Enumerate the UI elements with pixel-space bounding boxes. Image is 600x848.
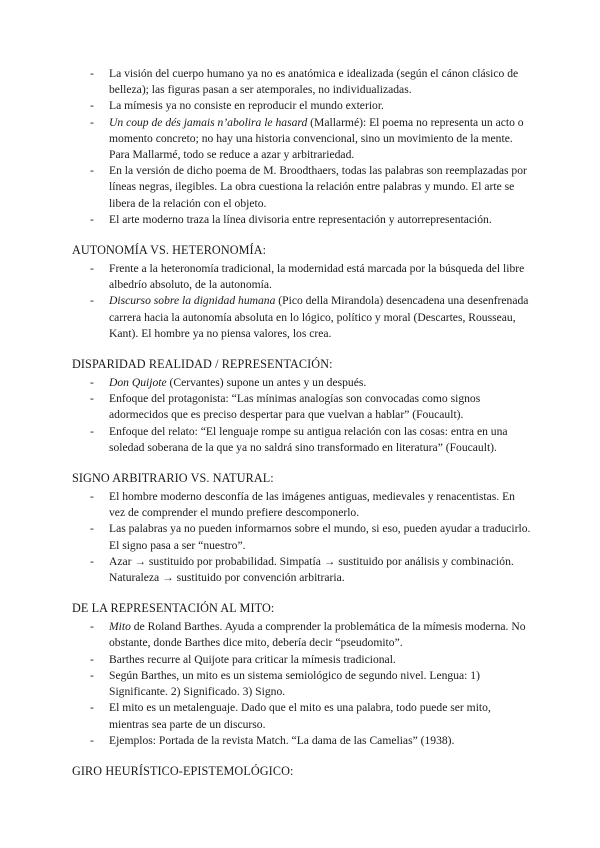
intro-list [72, 66, 532, 228]
section-list [72, 489, 532, 586]
dash-bullet-icon: - [90, 490, 94, 504]
dash-bullet-icon: - [90, 620, 94, 634]
document-body [72, 66, 532, 782]
section-list [72, 261, 532, 342]
section-heading: DISPARIDAD REALIDAD / REPRESENTACIÓN: [72, 357, 333, 372]
bullet-item [72, 98, 532, 114]
section-list [72, 619, 532, 749]
bullet-text: (Cervantes) supone un antes y un después. [166, 376, 367, 390]
dash-bullet-icon: - [90, 212, 94, 226]
bullet-text: Barthes recurre al Quijote para criticar la mímesis tradicional. [109, 652, 396, 666]
bullet-item [72, 293, 532, 342]
bullet-text: Ejemplos: Portada de la revista Match. “La dama de las Camelias” (1938). [109, 733, 455, 747]
bullet-item [72, 424, 532, 456]
bullet-item [72, 668, 532, 700]
bullet-item [72, 375, 532, 391]
bullet-item [72, 489, 532, 521]
bullet-item [72, 733, 532, 749]
bullet-text: En la versión de dicho poema de M. Broodthaers, todas las palabras son reemplazadas por líneas negras, ilegibles. La obra cuestiona la relación entre palabras y mundo. El arte se libera de la relación con el objeto. [109, 164, 527, 210]
bullet-item [72, 700, 532, 732]
dash-bullet-icon: - [90, 668, 94, 682]
section-list [72, 375, 532, 456]
bullet-item [72, 391, 532, 423]
dash-bullet-icon: - [90, 99, 94, 113]
bullet-item [72, 521, 532, 553]
bullet-text: Según Barthes, un mito es un sistema semiológico de segundo nivel. Lengua: 1) Significante. 2) Significado. 3) Signo. [109, 668, 480, 699]
dash-bullet-icon: - [90, 701, 94, 715]
bullet-item [72, 619, 532, 651]
sections [72, 242, 532, 779]
bullet-text: La visión del cuerpo humano ya no es anatómica e idealizada (según el cánon clásico de belleza); las figuras pasan a ser atemporales, no individualizadas. [109, 67, 519, 97]
dash-bullet-icon: - [90, 164, 94, 178]
bullet-text: El mito es un metalenguaje. Dado que el mito es una palabra, todo puede ser mito, mientras sea parte de un discurso. [109, 701, 491, 731]
bullet-item [72, 163, 532, 212]
dash-bullet-icon: - [90, 392, 94, 406]
dash-bullet-icon: - [90, 424, 94, 438]
bullet-text: (Pico della Mirandola) desencadena una desenfrenada carrera hacia la autonomía absoluta en lo lógico, político y moral (Descartes, Rousseau, Kant). El hombre ya no piensa valores, los crea. [109, 294, 529, 340]
italic-title: Un coup de dés jamais n’abolira le hasard [109, 115, 308, 129]
bullet-text: Las palabras ya no pueden informarnos sobre el mundo, si eso, pueden ayudar a traducirlo. El signo pasa a ser “nuestro”. [109, 522, 531, 552]
dash-bullet-icon: - [90, 376, 94, 390]
dash-bullet-icon: - [90, 262, 94, 276]
italic-title: Mito [109, 620, 131, 634]
bullet-text: La mímesis ya no consiste en reproducir el mundo exterior. [109, 99, 384, 113]
dash-bullet-icon: - [90, 652, 94, 666]
section-heading: AUTONOMÍA VS. HETERONOMÍA: [72, 243, 267, 258]
dash-bullet-icon: - [90, 522, 94, 536]
italic-title: Don Quijote [109, 376, 167, 390]
bullet-text: Azar → sustituido por probabilidad. Simpatía → sustituido por análisis y combinación. Naturaleza → sustituido por convención arbitraria. [109, 554, 514, 585]
dash-bullet-icon: - [90, 554, 94, 568]
dash-bullet-icon: - [90, 67, 94, 80]
bullet-item [72, 554, 532, 586]
dash-bullet-icon: - [90, 115, 94, 129]
section-heading: DE LA REPRESENTACIÓN AL MITO: [72, 601, 275, 616]
bullet-item [72, 652, 532, 668]
bullet-item [72, 66, 532, 98]
bullet-text: (Mallarmé): El poema no representa un acto o momento concreto; no hay una historia convencional, sino un movimiento de la mente. Para Mallarmé, todo se reduce a azar y arbitrariedad. [109, 115, 524, 162]
bullet-text: El arte moderno traza la línea divisoria entre representación y autorrepresentación. [109, 212, 492, 226]
section-heading: SIGNO ARBITRARIO VS. NATURAL: [72, 471, 274, 486]
dash-bullet-icon: - [90, 294, 94, 308]
bullet-text: de Roland Barthes. Ayuda a comprender la problemática de la mímesis moderna. No obstante, donde Barthes dice mito, debería decir “pseudomito”. [109, 620, 526, 650]
bullet-item [72, 212, 532, 228]
bullet-text: Frente a la heteronomía tradicional, la modernidad está marcada por la búsqueda del libre albedrío absoluto, de la autonomía. [109, 262, 525, 292]
bullet-text: El hombre moderno desconfía de las imágenes antiguas, medievales y renacentistas. En vez de comprender el mundo prefiere descomponerlo. [109, 490, 515, 520]
bullet-item [72, 115, 532, 164]
bullet-text: Enfoque del protagonista: “Las mínimas analogías son convocadas como signos adormecidos que es preciso despertar para que vuelvan a hablar” (Foucault). [109, 392, 481, 422]
italic-title: Discurso sobre la dignidad humana [109, 294, 276, 308]
bullet-text: Enfoque del relato: “El lenguaje rompe su antigua relación con las cosas: entra en una soledad soberana de la que ya no saldrá sino transformado en literatura” (Foucault). [109, 424, 508, 454]
dash-bullet-icon: - [90, 733, 94, 747]
bullet-item [72, 261, 532, 293]
section-heading: GIRO HEURÍSTICO-EPISTEMOLÓGICO: [72, 763, 294, 778]
